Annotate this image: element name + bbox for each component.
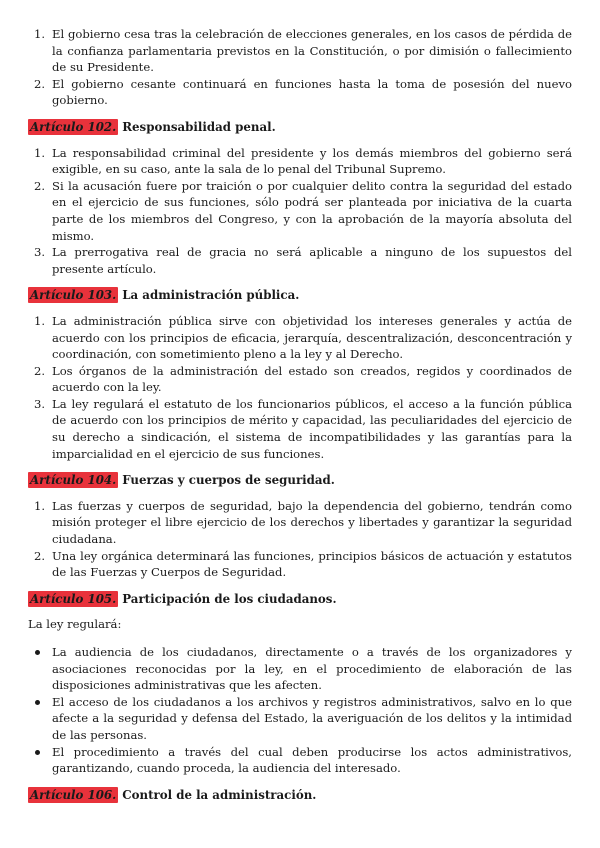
- item-number: 3.: [34, 396, 46, 411]
- list-item: [28, 178, 572, 244]
- article-title: Responsabilidad penal.: [122, 119, 276, 134]
- item-text: El gobierno cesante continuará en funciones hasta la toma de posesión del nuevo gobierno.: [52, 76, 572, 108]
- list-item: [28, 244, 572, 277]
- item-number: 1.: [34, 27, 46, 41]
- article-title: La administración pública.: [122, 288, 300, 303]
- item-number: 3.: [34, 245, 46, 260]
- item-text: La audiencia de los ciudadanos, directamente o a través de los organizadores y asociaciones reconocidas por la ley, en el procedimiento de elaboración de las disposiciones administrativas que les afecten.: [52, 645, 572, 693]
- item-text: El procedimiento a través del cual deben producirse los actos administrativos, garantizando, cuando proceda, la audiencia del interesado.: [52, 744, 572, 776]
- list-item: [28, 396, 572, 462]
- article-102-list: [28, 145, 572, 278]
- bullet-dot-icon: [35, 750, 40, 755]
- article-103-list: [28, 313, 572, 462]
- list-item: [28, 548, 572, 581]
- list-item: [28, 498, 572, 548]
- item-number: 1.: [34, 313, 46, 328]
- bullet-dot-icon: [35, 650, 40, 655]
- item-text: La responsabilidad criminal del presidente y los demás miembros del gobierno será exigible, en su caso, ante la sala de lo penal del Tribunal Supremo.: [52, 145, 572, 177]
- article-heading-106: [28, 787, 572, 804]
- article-heading-104: [28, 472, 572, 489]
- article-title: Participación de los ciudadanos.: [122, 591, 337, 606]
- article-title: Control de la administración.: [122, 787, 317, 802]
- item-number: 2.: [34, 548, 46, 563]
- article-104-list: [28, 498, 572, 581]
- article-intro: La ley regulará:: [28, 617, 122, 632]
- article-tag: Artículo 102.: [30, 119, 117, 134]
- bullet-dot-icon: [35, 700, 40, 705]
- item-text: El acceso de los ciudadanos a los archivos y registros administrativos, salvo en lo que afecte a la seguridad y defensa del Estado, la averiguación de los delitos y la intimidad de las personas.: [52, 694, 572, 742]
- item-number: 2.: [34, 178, 46, 193]
- item-text: La prerrogativa real de gracia no será aplicable a ninguno de los supuestos del presente artículo.: [52, 245, 572, 276]
- article-tag: Artículo 103.: [30, 288, 117, 303]
- list-item: [28, 145, 572, 178]
- item-number: 1.: [34, 145, 46, 160]
- article-tag: Artículo 104.: [30, 473, 117, 488]
- article-105-bullets: [28, 644, 572, 777]
- item-number: 2.: [34, 363, 46, 378]
- list-item: [28, 313, 572, 363]
- bullet-item: [28, 644, 572, 694]
- article-heading-103: [28, 287, 572, 304]
- item-text: La administración pública sirve con objetividad los intereses generales y actúa de acuerdo con los principios de eficacia, jerarquía, descentralización, desconcentración y coordinación, con sometimiento pleno a la ley y al Derecho.: [52, 313, 572, 362]
- continued-article-list: [28, 26, 572, 109]
- article-heading-105: [28, 591, 572, 608]
- list-item: [28, 363, 572, 396]
- item-text: Las fuerzas y cuerpos de seguridad, bajo la dependencia del gobierno, tendrán como misión proteger el libre ejercicio de los derechos y libertades y garantizar la seguridad ciudadana.: [52, 498, 572, 547]
- list-item: [28, 26, 572, 76]
- item-number: 1.: [34, 498, 46, 513]
- item-number: 2.: [34, 76, 46, 91]
- bullet-item: [28, 694, 572, 744]
- bullet-item: [28, 744, 572, 777]
- item-text: El gobierno cesa tras la celebración de elecciones generales, en los casos de pérdida de la confianza parlamentaria previstos en la Constitución, o por dimisión o fallecimiento de su Presidente.: [52, 27, 572, 75]
- article-heading-102: [28, 119, 572, 136]
- item-text: Si la acusación fuere por traición o por cualquier delito contra la seguridad del estado en el ejercicio de sus funciones, sólo podrá ser planteada por iniciativa de la cuarta parte de los miembros del Congreso, y con la aprobación de la mayoría absoluta del mismo.: [52, 178, 572, 243]
- article-tag: Artículo 105.: [30, 591, 117, 606]
- list-item: [28, 76, 572, 109]
- article-title: Fuerzas y cuerpos de seguridad.: [122, 473, 335, 488]
- item-text: Los órganos de la administración del estado son creados, regidos y coordinados de acuerdo con la ley.: [52, 363, 572, 395]
- item-text: La ley regulará el estatuto de los funcionarios públicos, el acceso a la función pública de acuerdo con los principios de mérito y capacidad, las peculiaridades del ejercicio de su derecho a sindicación, el sistema de incompatibilidades y las garantías para la imparcialidad en el ejercicio de sus funciones.: [52, 396, 572, 461]
- article-tag: Artículo 106.: [30, 787, 117, 802]
- item-text: Una ley orgánica determinará las funciones, principios básicos de actuación y estatutos de las Fuerzas y Cuerpos de Seguridad.: [52, 548, 572, 580]
